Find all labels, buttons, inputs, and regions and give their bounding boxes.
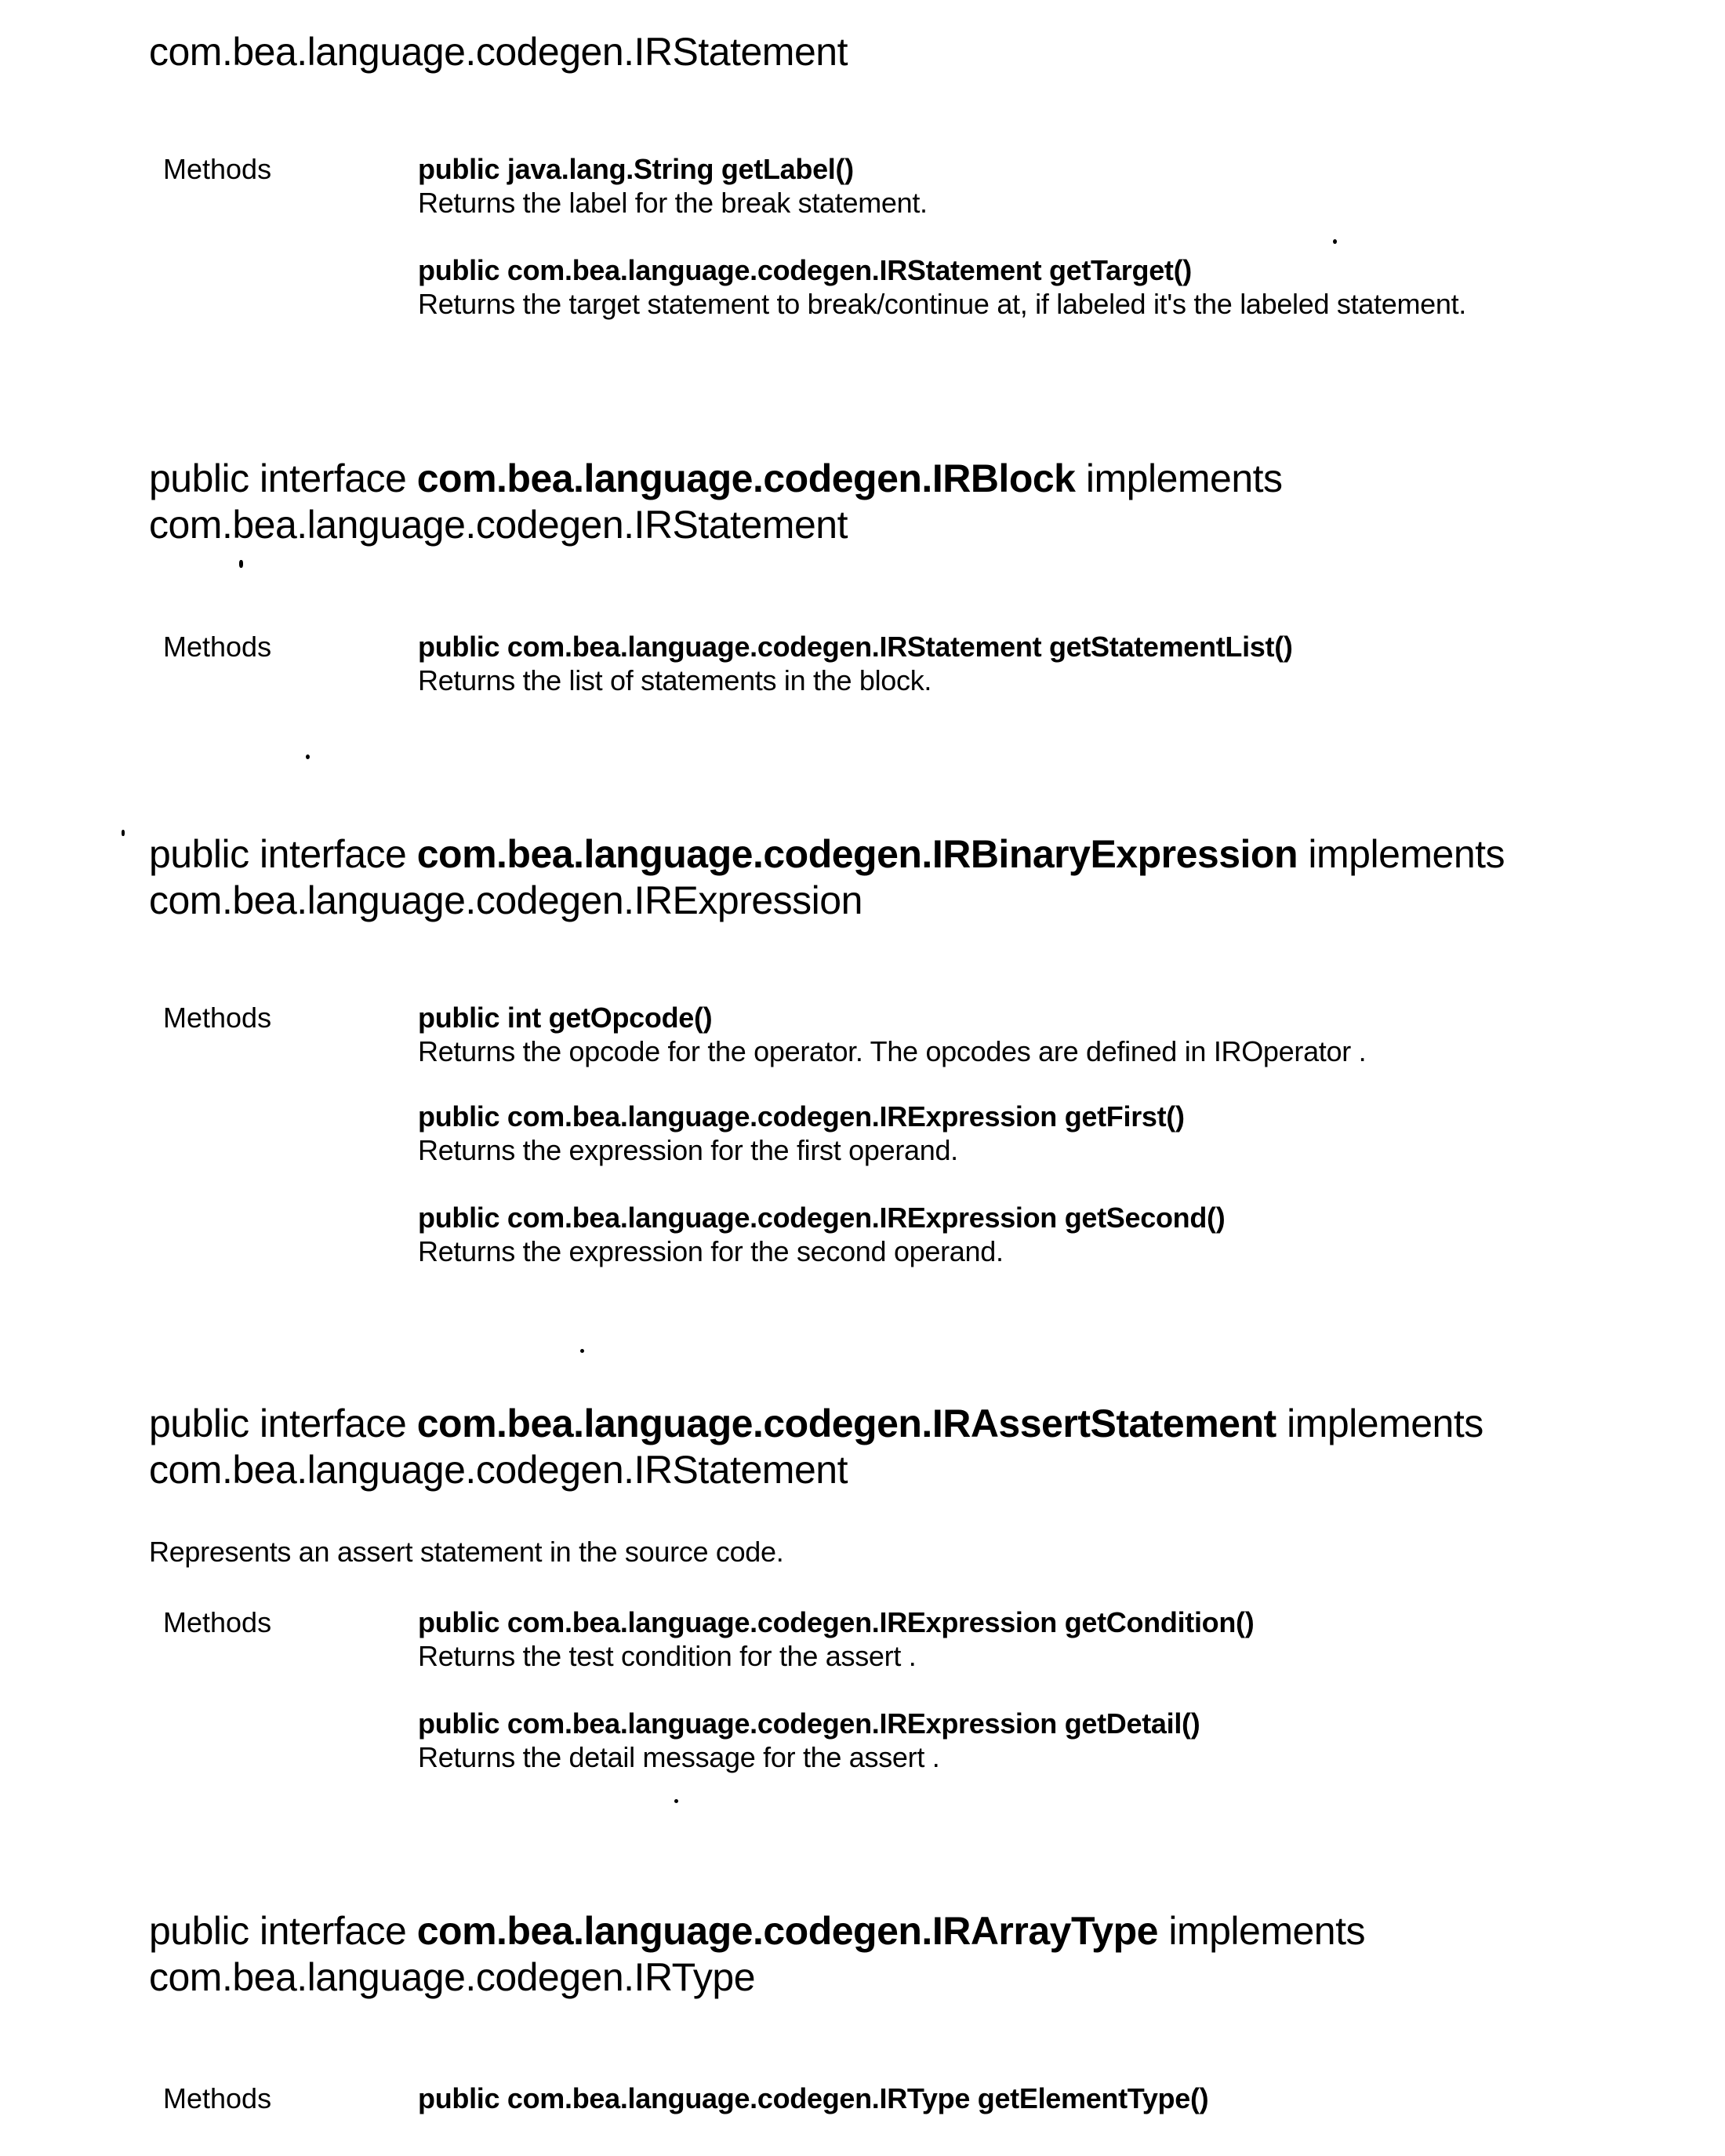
method-entry bbox=[418, 630, 1293, 697]
method-signature: public int getOpcode() bbox=[418, 1002, 713, 1034]
page-title: com.bea.language.codegen.IRStatement bbox=[149, 30, 848, 74]
methods-label: Methods bbox=[163, 1002, 272, 1034]
heading-keyword: public interface bbox=[149, 1402, 407, 1445]
interface-heading bbox=[149, 456, 1283, 548]
method-description: Returns the detail message for the assert . bbox=[418, 1741, 940, 1773]
method-entry bbox=[418, 152, 928, 220]
method-entry bbox=[418, 1707, 1200, 1774]
methods-label: Methods bbox=[163, 1606, 272, 1638]
heading-keyword: implements bbox=[1085, 456, 1283, 500]
heading-keyword: public interface bbox=[149, 1909, 407, 1953]
interface-heading-line2: com.bea.language.codegen.IRExpression bbox=[149, 878, 862, 922]
method-entry bbox=[418, 253, 1466, 321]
heading-keyword: implements bbox=[1287, 1402, 1484, 1445]
method-description: Returns the test condition for the assert . bbox=[418, 1640, 917, 1672]
method-signature: public com.bea.language.codegen.IRExpression getFirst() bbox=[418, 1100, 1185, 1133]
method-entry bbox=[418, 2081, 1208, 2115]
method-entry bbox=[418, 1100, 1185, 1167]
interface-description: Represents an assert statement in the source code. bbox=[149, 1536, 784, 1568]
scan-artifact-dot bbox=[1333, 239, 1337, 244]
method-description: Returns the target statement to break/continue at, if labeled it's the labeled statement. bbox=[418, 288, 1466, 320]
heading-keyword: implements bbox=[1308, 832, 1505, 876]
method-signature: public com.bea.language.codegen.IRStatement getTarget() bbox=[418, 254, 1192, 286]
scan-artifact-dot bbox=[122, 830, 125, 836]
interface-heading-line2: com.bea.language.codegen.IRStatement bbox=[149, 503, 848, 547]
method-description: Returns the label for the break statement. bbox=[418, 187, 928, 219]
interface-heading-line1 bbox=[149, 1401, 1484, 1447]
scan-artifact-dot bbox=[306, 754, 310, 759]
method-signature: public com.bea.language.codegen.IRStatement getStatementList() bbox=[418, 631, 1293, 663]
methods-label: Methods bbox=[163, 631, 272, 663]
interface-name: com.bea.language.codegen.IRArrayType bbox=[416, 1909, 1158, 1953]
interface-name: com.bea.language.codegen.IRBinaryExpression bbox=[416, 832, 1298, 876]
interface-heading bbox=[149, 1908, 1365, 2001]
method-signature: public com.bea.language.codegen.IRExpression getDetail() bbox=[418, 1707, 1200, 1740]
methods-label: Methods bbox=[163, 2082, 272, 2114]
interface-heading-line1 bbox=[149, 456, 1283, 502]
interface-heading-line2: com.bea.language.codegen.IRType bbox=[149, 1955, 756, 1999]
method-entry bbox=[418, 1605, 1254, 1673]
heading-keyword: implements bbox=[1168, 1909, 1365, 1953]
method-description: Returns the list of statements in the block. bbox=[418, 664, 932, 696]
method-signature: public java.lang.String getLabel() bbox=[418, 153, 854, 185]
interface-heading bbox=[149, 831, 1505, 924]
methods-label: Methods bbox=[163, 153, 272, 185]
method-signature: public com.bea.language.codegen.IRType getElementType() bbox=[418, 2082, 1209, 2114]
interface-heading-line2: com.bea.language.codegen.IRStatement bbox=[149, 1448, 848, 1492]
interface-heading bbox=[149, 1401, 1484, 1493]
interface-name: com.bea.language.codegen.IRBlock bbox=[416, 456, 1076, 500]
method-entry bbox=[418, 1201, 1225, 1268]
heading-keyword: public interface bbox=[149, 832, 407, 876]
heading-keyword: public interface bbox=[149, 456, 407, 500]
scan-artifact-dot bbox=[674, 1799, 678, 1803]
method-description: Returns the expression for the first operand. bbox=[418, 1134, 958, 1166]
method-signature: public com.bea.language.codegen.IRExpression getSecond() bbox=[418, 1202, 1226, 1234]
method-description: Returns the opcode for the operator. The opcodes are defined in IROperator . bbox=[418, 1035, 1367, 1067]
interface-heading-line1 bbox=[149, 831, 1505, 878]
method-signature: public com.bea.language.codegen.IRExpression getCondition() bbox=[418, 1606, 1255, 1638]
scan-artifact-dot bbox=[580, 1349, 584, 1353]
method-entry bbox=[418, 1001, 1366, 1068]
method-description: Returns the expression for the second operand. bbox=[418, 1235, 1004, 1267]
interface-name: com.bea.language.codegen.IRAssertStatement bbox=[416, 1402, 1276, 1445]
scan-artifact-dot bbox=[239, 560, 243, 568]
interface-heading-line1 bbox=[149, 1908, 1365, 1954]
